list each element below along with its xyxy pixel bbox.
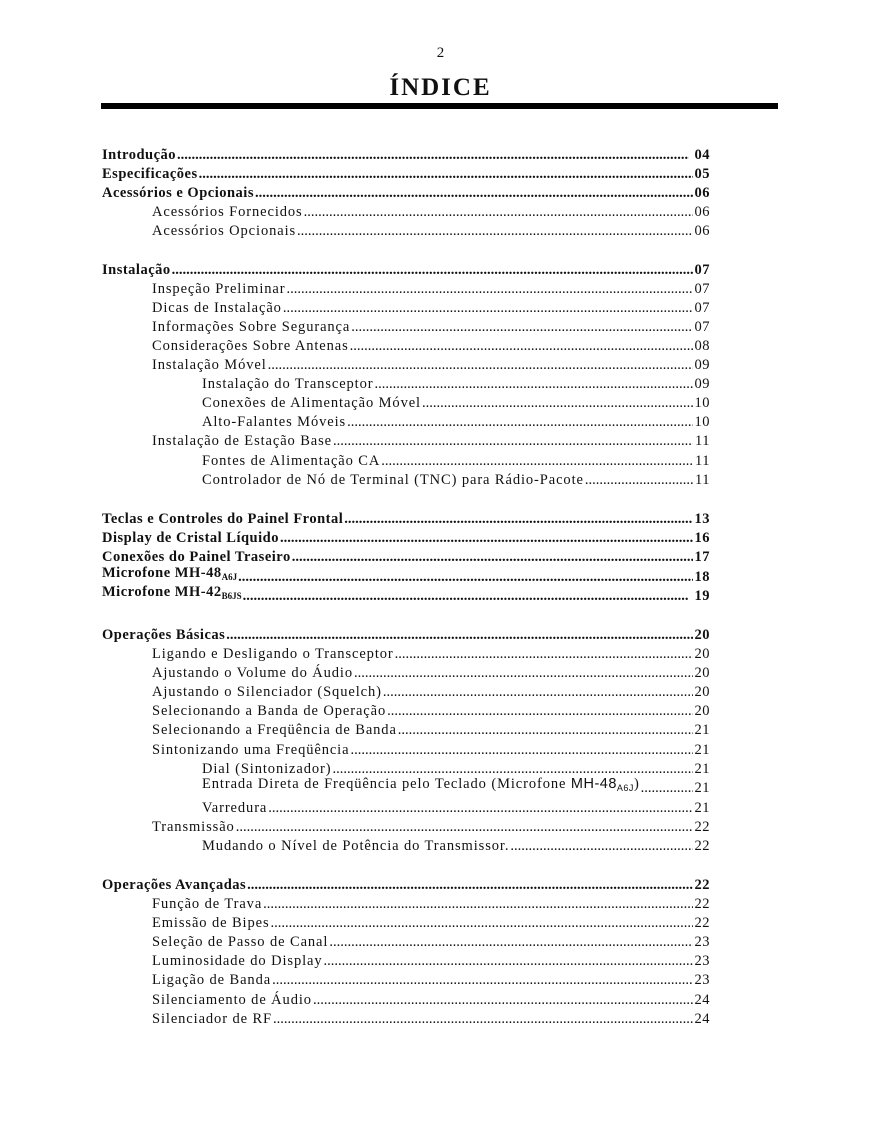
- toc-entry-basicas[interactable]: [102, 626, 710, 645]
- toc-label: Ligando e Desligando o Transceptor: [152, 646, 394, 662]
- toc-label: Microfone MH-48: [102, 565, 222, 581]
- toc-label: Operações Avançadas: [102, 877, 247, 893]
- toc-entry-silenciador-rf[interactable]: [152, 1010, 710, 1029]
- toc-entry-alto-falantes[interactable]: [202, 413, 710, 432]
- toc-page: 24: [694, 992, 710, 1008]
- toc-page: 18: [694, 569, 710, 585]
- toc-page: 11: [695, 472, 710, 488]
- toc-label: Ajustando o Volume do Áudio: [152, 665, 353, 681]
- toc-entry-varredura[interactable]: [202, 799, 710, 818]
- toc-page: 21: [694, 800, 710, 816]
- toc-label: Entrada Direta de Freqüência pelo Teclado (Microfone: [202, 776, 571, 792]
- toc-label: Selecionando a Banda de Operação: [152, 703, 387, 719]
- toc-page: 21: [694, 780, 710, 796]
- toc-label: Conexões do Painel Traseiro: [102, 549, 291, 565]
- toc-page: 21: [694, 722, 710, 738]
- toc-label: Seleção de Passo de Canal: [152, 934, 329, 950]
- toc-label: Instalação do Transceptor: [202, 376, 374, 392]
- toc-label: Teclas e Controles do Painel Frontal: [102, 511, 344, 527]
- toc-entry-introducao[interactable]: [102, 146, 710, 165]
- toc-label: Varredura: [202, 800, 268, 816]
- toc-page: 13: [694, 511, 710, 527]
- toc-label: Acessórios e Opcionais: [102, 185, 254, 201]
- toc-page: 11: [695, 453, 710, 469]
- toc-label: Função de Trava: [152, 896, 263, 912]
- toc-entry-luminosidade[interactable]: [152, 952, 710, 971]
- toc-page: 09: [694, 376, 710, 392]
- toc-label: Ajustando o Silenciador (Squelch): [152, 684, 382, 700]
- toc-page: 23: [694, 953, 710, 969]
- toc-page: 21: [694, 761, 710, 777]
- toc-entry-silenciador[interactable]: [152, 683, 710, 702]
- toc-entry-acessorios[interactable]: [102, 184, 710, 203]
- toc-label: Transmissão: [152, 819, 235, 835]
- toc-page: 05: [694, 166, 710, 182]
- toc-page: 23: [694, 934, 710, 950]
- toc-page: 16: [694, 530, 710, 546]
- page-title: ÍNDICE: [389, 74, 492, 101]
- toc-page: 20: [694, 646, 710, 662]
- toc-page: 07: [694, 281, 710, 297]
- toc-label: Conexões de Alimentação Móvel: [202, 395, 421, 411]
- toc-page: 20: [694, 665, 710, 681]
- toc-entry-especificacoes[interactable]: [102, 165, 710, 184]
- toc-label: Considerações Sobre Antenas: [152, 338, 349, 354]
- toc-label: Acessórios Opcionais: [152, 223, 297, 239]
- toc-entry-ligacao-banda[interactable]: [152, 971, 710, 990]
- toc-entry-tnc[interactable]: [202, 471, 710, 490]
- toc-page: 20: [694, 703, 710, 719]
- toc-page: 22: [694, 896, 710, 912]
- toc-entry-transmissao[interactable]: [152, 818, 710, 837]
- toc-page: 19: [694, 588, 710, 604]
- mic-model: MH-48: [570, 776, 617, 792]
- toc-label: Acessórios Fornecidos: [152, 204, 303, 220]
- toc-label: Inspeção Preliminar: [152, 281, 286, 297]
- toc-entry-silenciamento[interactable]: [152, 991, 710, 1010]
- toc-page: 11: [695, 433, 710, 449]
- toc-label: Silenciador de RF: [152, 1011, 273, 1027]
- toc-entry-avancadas[interactable]: [102, 876, 710, 895]
- closing-paren: ): [633, 776, 640, 792]
- toc-entry-entrada-direta[interactable]: [202, 776, 710, 798]
- toc-entry-acessorios-fornecidos[interactable]: [152, 203, 710, 222]
- toc-page: 17: [694, 549, 710, 565]
- toc-label: Especificações: [102, 166, 198, 182]
- toc-entry-transceptor[interactable]: [202, 375, 710, 394]
- toc-page: 20: [694, 627, 710, 643]
- toc-entry-passo[interactable]: [152, 933, 710, 952]
- model-suffix: B6JS: [221, 591, 242, 601]
- toc-entry-frequencia-banda[interactable]: [152, 721, 710, 740]
- model-suffix: A6J: [221, 572, 238, 582]
- toc-entry-estacao-base[interactable]: [152, 432, 710, 451]
- toc-page: 20: [694, 684, 710, 700]
- toc-page: 24: [694, 1011, 710, 1027]
- toc-label: Ligação de Banda: [152, 972, 272, 988]
- toc-label: Fontes de Alimentação CA: [202, 453, 381, 469]
- toc-entry-seguranca[interactable]: [152, 318, 710, 337]
- toc-label: Introdução: [102, 147, 177, 163]
- toc-entry-trava[interactable]: [152, 895, 710, 914]
- toc-label: Emissão de Bipes: [152, 915, 270, 931]
- toc-page: 04: [694, 147, 710, 163]
- toc-page: 07: [694, 300, 710, 316]
- toc-label: Microfone MH-42: [102, 584, 222, 600]
- toc-page: 10: [694, 414, 710, 430]
- toc-page: 22: [694, 838, 710, 854]
- page-number: 2: [436, 45, 445, 61]
- toc-label: Controlador de Nó de Terminal (TNC) para Rádio-Pacote: [202, 472, 584, 488]
- toc-page: 22: [694, 819, 710, 835]
- toc-page: 10: [694, 395, 710, 411]
- toc-label: Alto-Falantes Móveis: [202, 414, 347, 430]
- toc-page: 23: [694, 972, 710, 988]
- toc-label: Display de Cristal Líquido: [102, 530, 279, 546]
- toc-page: 06: [694, 223, 710, 239]
- toc-label: Selecionando a Freqüência de Banda: [152, 722, 397, 738]
- toc-entry-dicas[interactable]: [152, 299, 710, 318]
- toc-page: 09: [694, 357, 710, 373]
- toc-page: 21: [694, 742, 710, 758]
- toc-entry-instalacao[interactable]: [102, 261, 710, 280]
- toc-label: Informações Sobre Segurança: [152, 319, 351, 335]
- toc-label: Dial (Sintonizador): [202, 761, 332, 777]
- toc-page: 22: [694, 915, 710, 931]
- toc-label: Luminosidade do Display: [152, 953, 323, 969]
- toc-entry-antenas[interactable]: [152, 337, 710, 356]
- toc-label: Instalação: [102, 262, 171, 278]
- toc-label: Operações Básicas: [102, 627, 226, 643]
- toc-entry-fontes[interactable]: [202, 452, 710, 471]
- toc-label: Sintonizando uma Freqüência: [152, 742, 350, 758]
- toc-entry-ligando[interactable]: [152, 645, 710, 664]
- toc-page: 06: [694, 185, 710, 201]
- toc-label: Silenciamento de Áudio: [152, 992, 312, 1008]
- toc-entry-teclas[interactable]: [102, 510, 710, 529]
- toc-page: 06: [694, 204, 710, 220]
- toc-entry-volume[interactable]: [152, 664, 710, 683]
- toc-entry-display[interactable]: [102, 529, 710, 548]
- toc-entry-sintonizando[interactable]: [152, 741, 710, 760]
- toc-entry-banda-operacao[interactable]: [152, 702, 710, 721]
- toc-page: 07: [694, 319, 710, 335]
- toc-entry-potencia[interactable]: [202, 837, 710, 856]
- toc-entry-bipes[interactable]: [152, 914, 710, 933]
- toc-entry-mh42[interactable]: [102, 584, 710, 606]
- toc-label: Dicas de Instalação: [152, 300, 282, 316]
- toc-label: Instalação de Estação Base: [152, 433, 333, 449]
- toc-label: Instalação Móvel: [152, 357, 267, 373]
- toc-page: 07: [694, 262, 710, 278]
- toc-label: Mudando o Nível de Potência do Transmissor.: [202, 838, 510, 854]
- toc-entry-alimentacao-movel[interactable]: [202, 394, 710, 413]
- toc-entry-inspecao[interactable]: [152, 280, 710, 299]
- toc-entry-acessorios-opcionais[interactable]: [152, 222, 710, 241]
- toc-page: 22: [694, 877, 710, 893]
- toc-page: 08: [694, 338, 710, 354]
- model-suffix: A6J: [616, 783, 634, 793]
- toc-entry-movel[interactable]: [152, 356, 710, 375]
